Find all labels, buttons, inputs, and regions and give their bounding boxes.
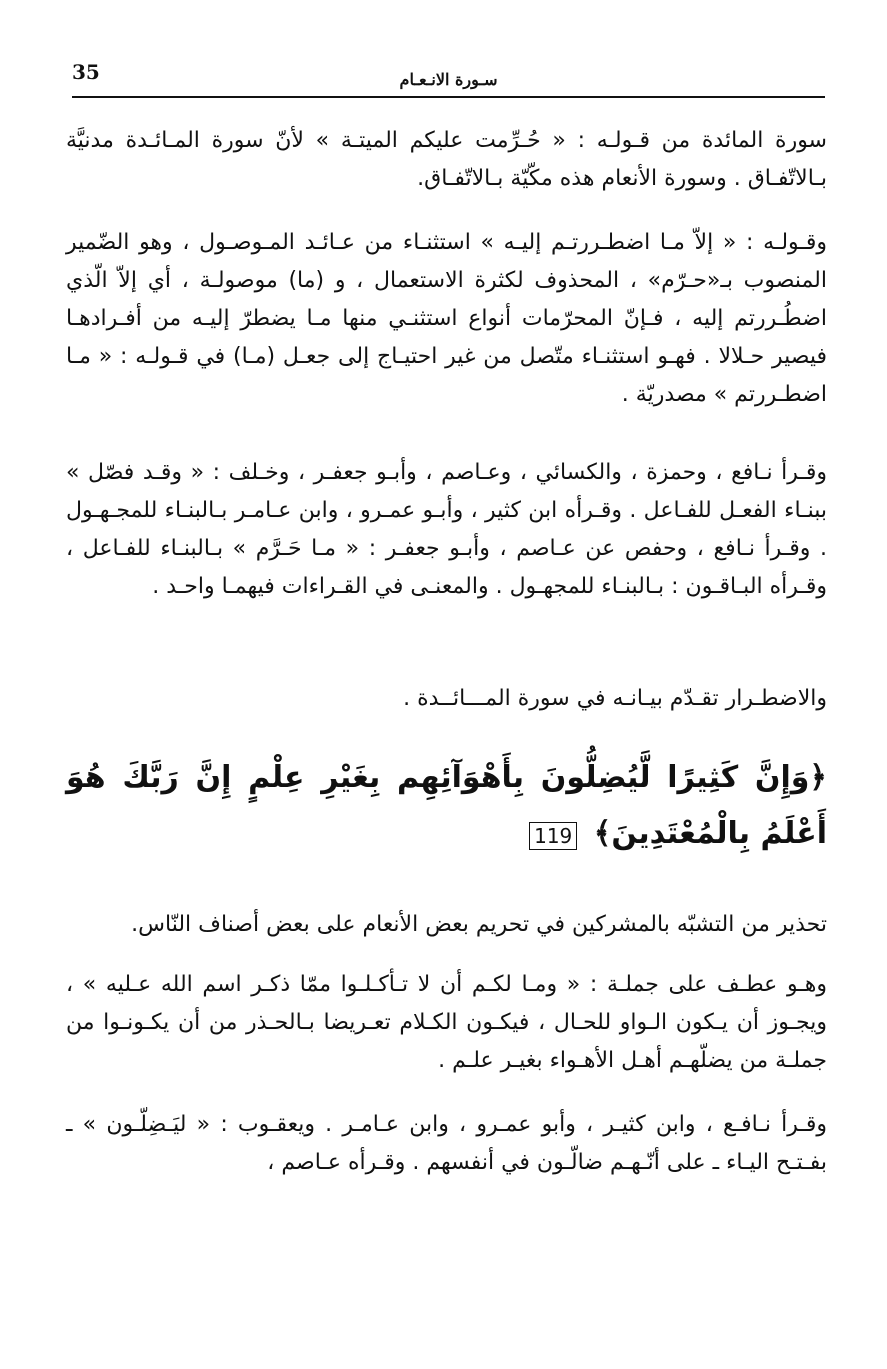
paragraph-2: وقـولـه : « إلاّ مـا اضطـررتـم إليـه » استثنـاء من عـائـد المـوصـول ، وهو الضّمير المنصوب بـ«حـرّم» ، المحذوف لكثرة الاستعمال ، و (ما) موصولـة ، أي إلاّ الّذي اضطُـررتم إليه ، فـإنّ المحرّمات أنواع استثنـي منها مـا يضطرّ إليـه من أفـرادهـا فيصير حـلالا . فهـو استثنـاء متّصل من غير احتيـاج إلى جعـل (مـا) في قـولـه : « مـا اضطـررتم » مصدريّة . bbox=[66, 230, 827, 407]
paragraph-4: والاضطـرار تقـدّم بيـانـه في سورة المـــائــدة . bbox=[403, 686, 827, 711]
page-header bbox=[72, 56, 825, 98]
running-title: سـورة الانـعـام bbox=[399, 70, 498, 89]
paragraph-7: وقـرأ نـافـع ، وابن كثيـر ، وأبو عمـرو ، وابن عـامـر . ويعقـوب : « ليَـضِلّـون » ـ بفـتـح اليـاء ـ على أنّـهـم ضالّـون في أنفسهم . وقـرأه عـاصم ، bbox=[66, 1112, 827, 1175]
page-number: 35 bbox=[72, 60, 100, 84]
paragraph-1: سورة المائدة من قـولـه : « حُـرِّمت عليكم الميتـة » لأنّ سورة المـائـدة مدنيَّة بـالاتّفـاق . وسورة الأنعام هذه مكّيّة بـالاتّفـاق. bbox=[66, 128, 827, 191]
paragraph-5: تحذير من التشبّه بالمشركين في تحريم بعض الأنعام على بعض أصناف النّاس. bbox=[131, 912, 827, 937]
verse-text: ﴿وَإِنَّ كَثِيرًا لَّيُضِلُّونَ بِأَهْوَآئِهِم بِغَيْرِ عِلْمٍ إِنَّ رَبَّكَ هُوَ أَعْلَمُ بِالْمُعْتَدِينَ﴾ bbox=[66, 760, 827, 851]
paragraph-3: وقـرأ نـافع ، وحمزة ، والكسائي ، وعـاصم ، وأبـو جعفـر ، وخـلف : « وقـد فصّل » ببنـاء الفعـل للفـاعل . وقـرأه ابن كثير ، وأبـو عمـرو ، وابن عـامـر بـالبنـاء للمجـهـول . وقـرأ نـافع ، وحفص عن عـاصم ، وأبـو جعفـر : « مـا حَـرَّم » بـالبنـاء للفـاعل ، وقـرأه البـاقـون : بـالبنـاء للمجهـول . والمعنـى في القـراءات فيهمـا واحـد . bbox=[66, 460, 827, 599]
verse-number: 119 bbox=[529, 822, 577, 850]
paragraph-6: وهـو عطـف على جملـة : « ومـا لكـم أن لا تـأكـلـوا ممّا ذكـر اسم الله عـليه » ، ويجـوز أن يـكون الـواو للحـال ، فيكـون الكـلام تعـريضا بـالحـذر من أن يكـونـوا من جملـة من يضلّهـم أهـل الأهـواء بغيـر علـم . bbox=[66, 972, 827, 1073]
quran-verse bbox=[66, 750, 827, 862]
